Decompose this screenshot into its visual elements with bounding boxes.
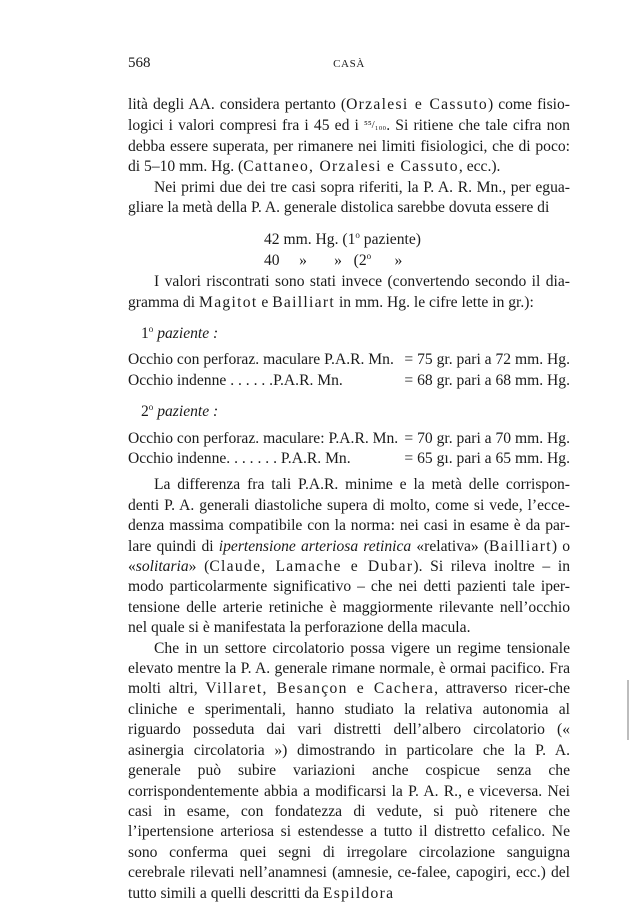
equation-row-2: 40 » » (2$^o$ » (264, 250, 403, 269)
author-name: Bailliart (489, 537, 552, 555)
measurement-row: Occhio con perforaz. maculare: P.A.R. Mn. = 70 gr. pari a 70 mm. Hg. (128, 429, 570, 447)
measurement-row: Occhio indenne. . . . . . . P.A.R. Mn. = 65 gı. pari a 65 mm. Hg. (128, 450, 570, 468)
fraction: ⁵⁵/₁₀₀ (364, 119, 387, 132)
patient-1-label: 1$^o$ paziente : (141, 324, 219, 343)
equation-block (264, 225, 570, 269)
page-number: 568 (128, 55, 151, 71)
running-head (128, 53, 570, 73)
author-names: Cattaneo, Orzalesi e Cassuto (243, 158, 459, 176)
running-title: CASÀ (333, 58, 365, 70)
author-name: Bailliart (272, 293, 336, 311)
patient-2-label: 2$^o$ paziente : (141, 402, 219, 421)
paragraph-4: La differenza fra tali P.A.R. minime e la metà delle corrispon-denti P. A. generali diastoliche supera di molto, come si vede, l’ecce-denza massima compatibile con la norma: nei casi in esame è da par-lare quindi di ipertensione arteriosa retinica «relativa» (Bailliart) o «solitaria» (Claude, Lamache e Dubar). Si rileva inoltre – in modo particolarmente significativo – che nei detti pazienti tale iper-tensione delle arterie retiniche è maggiormente rilevante nell’occhio nel quale si è manifestata la perforazione della macula. (128, 476, 570, 637)
measurement-row: Occhio indenne . . . . . .P.A.R. Mn. = 68 gr. pari a 68 mm. Hg. (128, 371, 570, 389)
page-body (128, 95, 570, 904)
measurement-row: Occhio con perforaz. maculare P.A.R. Mn. = 75 gr. pari a 72 mm. Hg. (128, 351, 570, 369)
author-names: Villaret, Besançon e Cachera (205, 680, 435, 698)
paragraph-1: lità degli AA. considera pertanto (Orzalesi e Cassuto) come fisio- logici i valori compresi fra i 45 ed i ⁵⁵/₁₀₀. Si ritiene che tale cifra non debba essere superata, per rimanere nei limiti fisiologici, che di poco: di 5–10 mm. Hg. (Cattaneo, Orzalesi e Cassuto, ecc.). (128, 96, 570, 176)
paragraph-5: Che in un settore circolatorio possa vigere un regime tensionale elevato mentre la P. A. generale rimane normale, è ormai pacifico. Fra molti altri, Villaret, Besançon e Cachera, attraverso ricer-che cliniche e sperimentali, hanno studiato la relativa autonomia al riguardo posseduta dai vari distretti dell’albero circolatorio (« asinergia circolatoria ») dimostrando in particolare che la P. A. generale può subire variazioni anche cospicue senza che corrispondentemente abbia a modificarsi la P. A. R., e viceversa. Nei casi in esame, con fondatezza di vedute, si può ritenere che l’ipertensione arteriosa si estendesse a tutto il distretto cefalico. Ne sono conferma quei segni di irregolare circolazione sanguigna cerebrale rilevati nell’anamnesi (amnesie, ce-falee, capogiri, ecc.) del tutto simili a quelli descritti da Espildora (128, 639, 570, 902)
author-name: Espildora (322, 884, 395, 902)
paragraph-2: Nei primi due dei tre casi sopra riferiti, la P. A. R. Mn., per egua-gliare la metà della P. A. generale distolica sarebbe dovuta essere di (128, 178, 570, 217)
author-names: Orzalesi e Cassuto (346, 96, 488, 113)
equation-row-1: 42 mm. Hg. (1$^o$ paziente) (264, 230, 421, 249)
author-names: Claude, Lamache e Dubar (209, 558, 414, 576)
scan-edge-mark (627, 680, 629, 740)
paragraph-3: I valori riscontrati sono stati invece (convertendo secondo il dia-gramma di Magitot e Bailliart in mm. Hg. le cifre lette in gr.): (128, 273, 570, 311)
author-name: Magitot (199, 293, 258, 311)
